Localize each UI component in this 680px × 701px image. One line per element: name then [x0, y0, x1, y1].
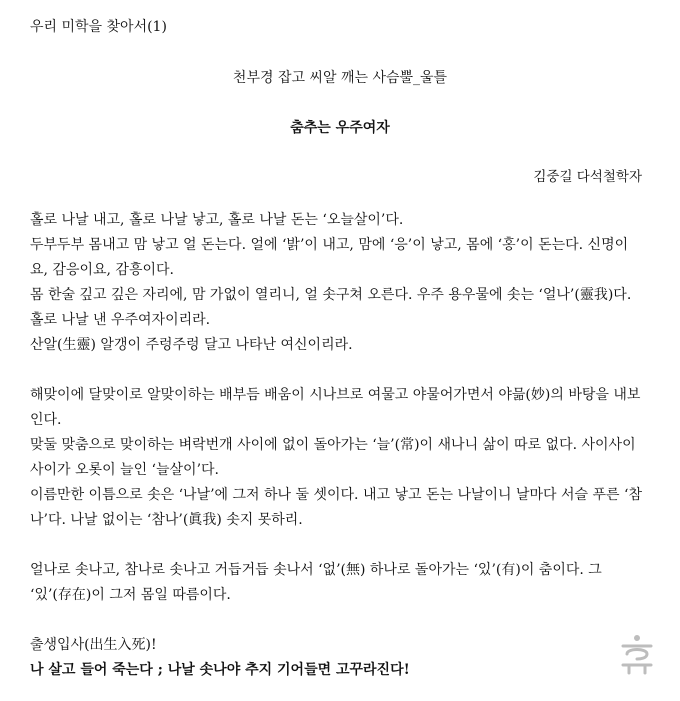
paragraph-2 — [30, 383, 645, 533]
author-byline: 김중길 다석철학자 — [533, 169, 642, 185]
paragraph-line: 해맞이에 달맞이로 알맞이하는 배부듬 배움이 시나브로 여물고 야물어가면서 야믊(妙)의 바탕을 내보인다. — [30, 387, 641, 428]
tree-symbol-watermark-icon — [615, 632, 659, 676]
paragraph-line: 두부두부 몸내고 맘 낳고 얼 돈는다. 얼에 ‘밝’이 내고, 맘에 ‘응’이 낳고, 몸에 ‘홍’이 돈는다. 신명이요, 감응이요, 감흥이다. — [30, 237, 629, 278]
series-header: 우리 미학을 찾아서(1) — [30, 19, 167, 35]
paragraph-line: 맞둘 맞춤으로 맞이하는 벼락번개 사이에 없이 돌아가는 ‘늘’(常)이 새나니 삶이 따로 없다. 사이사이사이가 오롯이 늘인 ‘늘살이’다. — [30, 437, 636, 478]
paragraph-line: 홀로 나날 내고, 홀로 나날 낳고, 홀로 나날 돈는 ‘오늘살이’다. — [30, 212, 404, 228]
article-body — [30, 208, 645, 683]
paragraph-line: 산알(生靈) 알갱이 주렁주렁 달고 나타난 여신이리라. — [30, 337, 353, 353]
closing-block — [30, 633, 645, 683]
article-title: 춤추는 우주여자 — [290, 120, 390, 136]
closing-line: 출생입사(出生入死)! — [30, 637, 157, 653]
paragraph-line: 몸 한술 깊고 깊은 자리에, 맘 가없이 열리니, 얼 솟구쳐 오른다. 우주 용우물에 솟는 ‘얼나’(靈我)다. 홀로 나날 낸 우주여자이리라. — [30, 287, 632, 328]
paragraph-3 — [30, 558, 645, 608]
article-subtitle: 천부경 잡고 씨알 깨는 사슴뿔_울틀 — [232, 70, 448, 86]
paragraph-line: 이름만한 이틈으로 솟은 ‘나날’에 그저 하나 둘 셋이다. 내고 낳고 돈는 나날이니 날마다 서슬 푸른 ‘참나’다. 나날 없이는 ‘참나’(眞我) 솟지 못하리. — [30, 487, 642, 528]
paragraph-1 — [30, 208, 645, 358]
closing-bold-line: 나 살고 들어 죽는다 ; 나날 솟나야 추지 기어들면 고꾸라진다! — [30, 662, 410, 678]
paragraph-line: 얼나로 솟나고, 참나로 솟나고 거듭거듭 솟나서 ‘없’(無) 하나로 돌아가는 ‘있’(有)이 춤이다. 그 ‘있’(存在)이 그저 몸일 따름이다. — [30, 562, 602, 603]
